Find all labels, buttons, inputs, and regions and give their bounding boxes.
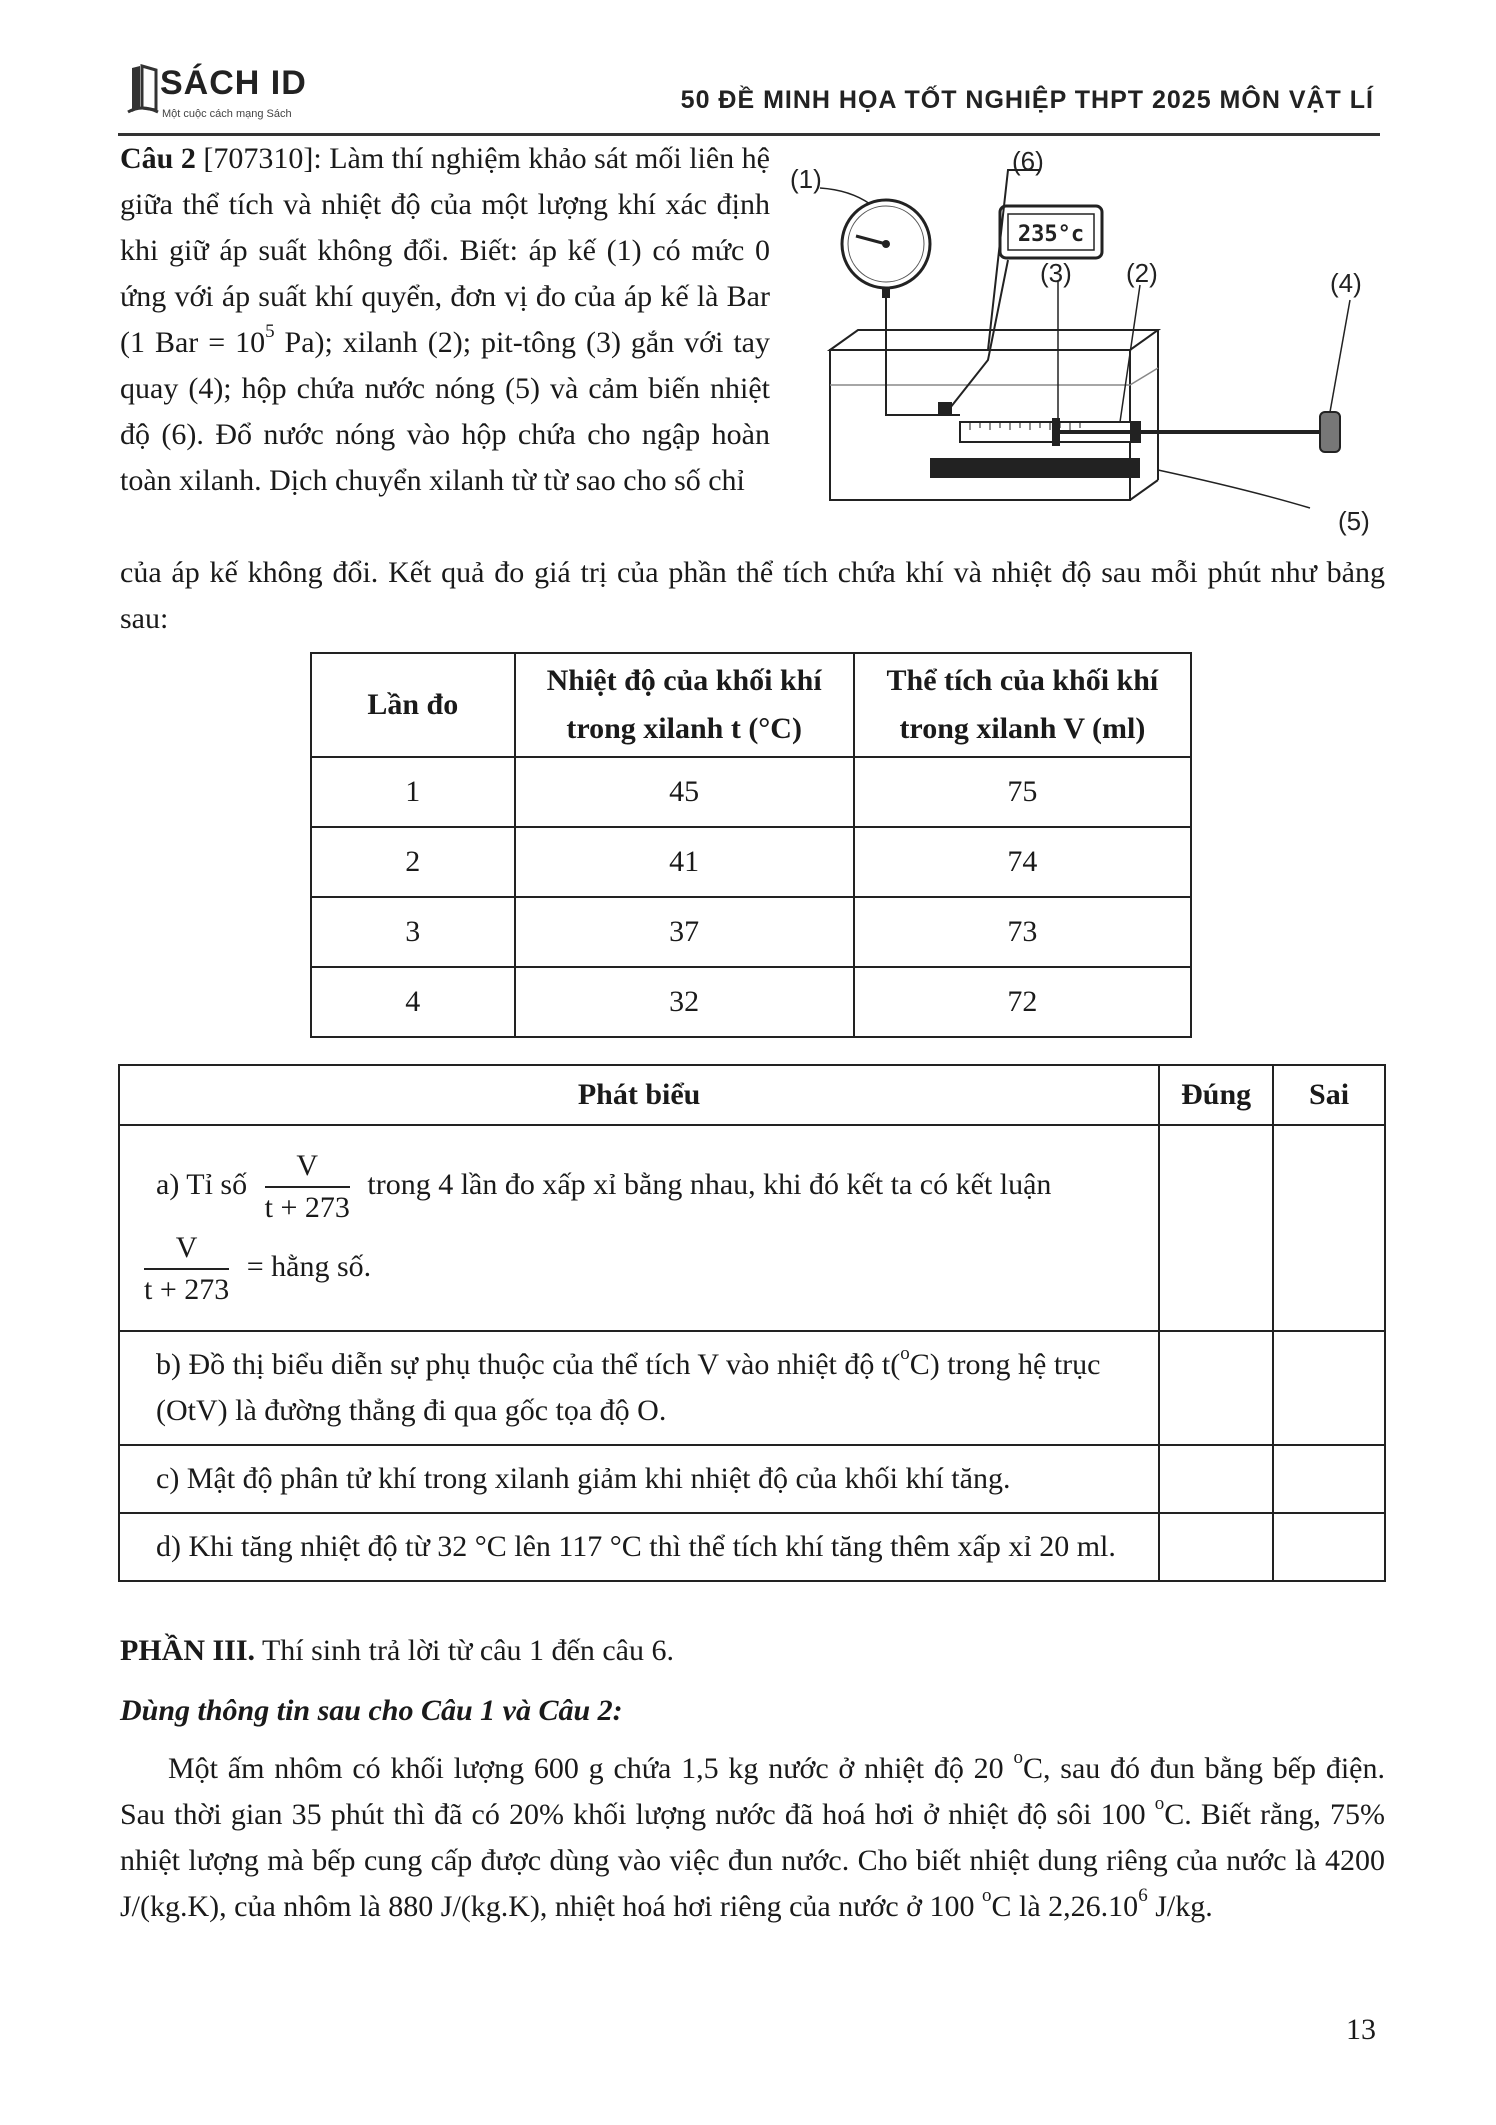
statement-a xyxy=(119,1125,1159,1331)
info-text-1: Một ấm nhôm có khối lượng 600 g chứa 1,5 kg nước ở nhiệt độ 20 xyxy=(168,1752,1014,1785)
cell-trial: 1 xyxy=(311,757,515,827)
statement-b-text: b) Đồ thị biểu diễn sự phụ thuộc của thể tích V vào nhiệt độ t( xyxy=(156,1348,901,1381)
question-continuation: của áp kế không đổi. Kết quả đo giá trị của phần thể tích chứa khí và nhiệt độ sau mỗi phút như bảng sau: xyxy=(120,556,1385,635)
cell-trial: 4 xyxy=(311,967,515,1037)
question-label: Câu 2 xyxy=(120,142,196,175)
label-4: (4) xyxy=(1330,268,1362,298)
cell-trial: 2 xyxy=(311,827,515,897)
answer-false-c[interactable] xyxy=(1273,1445,1385,1513)
question-intro-text: : Làm thí nghiệm khảo sát mối liên hệ giữa thể tích và nhiệt độ của một lượng khí xác định khi giữ áp suất không đổi. Biết: áp kế (1) có mức 0 ứng với áp suất khí quyển, đơn vị đo của áp kế là Bar (1 Bar = 10 xyxy=(120,142,770,359)
cell-temperature: 41 xyxy=(515,827,854,897)
part-three-text: Thí sinh trả lời từ câu 1 đến câu 6. xyxy=(255,1634,674,1667)
base-plate xyxy=(930,458,1140,478)
superscript: o xyxy=(982,1885,992,1906)
syringe xyxy=(960,418,1320,446)
header-volume: Thể tích của khối khí trong xilanh V (ml) xyxy=(854,653,1191,757)
cell-temperature: 45 xyxy=(515,757,854,827)
table-row xyxy=(311,827,1191,897)
label-6: (6) xyxy=(1012,146,1044,176)
table-header-row xyxy=(311,653,1191,757)
info-paragraph xyxy=(120,1746,1385,1930)
statement-c: c) Mật độ phân tử khí trong xilanh giảm khi nhiệt độ của khối khí tăng. xyxy=(119,1445,1159,1513)
label-5: (5) xyxy=(1338,506,1370,536)
statements-table xyxy=(118,1064,1386,1582)
label-1: (1) xyxy=(790,164,822,194)
table-row xyxy=(311,897,1191,967)
table-row xyxy=(311,757,1191,827)
fraction-denominator: t + 273 xyxy=(264,1191,350,1224)
info-text-4: C là 2,26.10 xyxy=(991,1890,1139,1923)
table-row xyxy=(311,967,1191,1037)
cell-temperature: 37 xyxy=(515,897,854,967)
answer-true-b[interactable] xyxy=(1159,1331,1273,1445)
crank-knob xyxy=(1320,412,1340,452)
header-temperature: Nhiệt độ của khối khí trong xilanh t (°C) xyxy=(515,653,854,757)
pressure-gauge xyxy=(842,200,960,415)
part-three-label: PHẦN III. xyxy=(120,1634,256,1667)
question-intro-rest: Pa); xilanh (2); pit-tông (3) gắn với tay quay (4); hộp chứa nước nóng (5) và cảm biến nhiệt độ (6). Đổ nước nóng vào hộp chứa cho ngập hoàn toàn xilanh. Dịch chuyển xilanh từ từ sao cho số chỉ xyxy=(120,326,770,497)
fraction xyxy=(144,1228,229,1310)
answer-false-d[interactable] xyxy=(1273,1513,1385,1581)
fraction-numerator: V xyxy=(265,1146,350,1188)
experiment-figure xyxy=(790,140,1390,550)
page-number: 13 xyxy=(1346,2013,1376,2046)
statement-a-prefix: a) Tỉ số xyxy=(156,1167,248,1201)
answer-false-a[interactable] xyxy=(1273,1125,1385,1331)
superscript: 6 xyxy=(1138,1885,1148,1906)
statement-d: d) Khi tăng nhiệt độ từ 32 °C lên 117 °C thì thể tích khí tăng thêm xấp xỉ 20 ml. xyxy=(119,1513,1159,1581)
header-trial: Lần đo xyxy=(311,653,515,757)
statement-row-c xyxy=(119,1445,1385,1513)
logo-text: SÁCH ID xyxy=(160,64,307,102)
fraction-numerator: V xyxy=(144,1228,229,1270)
display-readout: 235°c xyxy=(1017,222,1085,247)
question-intro xyxy=(120,136,770,504)
info-text-2: C, sau đó đun bằng bếp điện. Sau thời gian 35 phút thì đã có 20% khối lượng nước đã hoá hơi ở nhiệt độ sôi 100 xyxy=(120,1752,1386,1831)
cell-volume: 75 xyxy=(854,757,1191,827)
book-logo-icon xyxy=(126,64,160,116)
cell-temperature: 32 xyxy=(515,967,854,1037)
cell-volume: 74 xyxy=(854,827,1191,897)
page-header xyxy=(118,56,1380,136)
superscript: o xyxy=(1154,1793,1165,1814)
statement-row-b xyxy=(119,1331,1385,1445)
answer-true-c[interactable] xyxy=(1159,1445,1273,1513)
fraction-denominator: t + 273 xyxy=(144,1273,230,1306)
info-text-3: C. Biết rằng, 75% nhiệt lượng mà bếp cung cấp được dùng vào việc đun nước. Cho biết nhiệt dung riêng của nước là 4200 J/(kg.K), của nhôm là 880 J/(kg.K), nhiệt hoá hơi riêng của nước ở 100 xyxy=(120,1798,1386,1923)
statement-b xyxy=(119,1331,1159,1445)
info-title: Dùng thông tin sau cho Câu 1 và Câu 2: xyxy=(120,1694,623,1727)
part-three-heading xyxy=(120,1628,1385,1674)
superscript: o xyxy=(900,1343,910,1364)
fraction xyxy=(265,1146,350,1228)
label-2: (2) xyxy=(1126,258,1158,288)
statements-header-row xyxy=(119,1065,1385,1125)
statement-b-rest: C) trong hệ trục (OtV) là đường thẳng đi qua gốc tọa độ O. xyxy=(156,1348,1101,1427)
cell-trial: 3 xyxy=(311,897,515,967)
exponent: 5 xyxy=(265,321,275,342)
answer-true-a[interactable] xyxy=(1159,1125,1273,1331)
info-text-5: J/kg. xyxy=(1147,1890,1213,1923)
statement-a-tail: = hằng số. xyxy=(246,1249,372,1283)
logo xyxy=(126,64,326,124)
label-3: (3) xyxy=(1040,258,1072,288)
cell-volume: 72 xyxy=(854,967,1191,1037)
header-statement: Phát biểu xyxy=(119,1065,1159,1125)
superscript: o xyxy=(1013,1747,1023,1768)
header-true: Đúng xyxy=(1159,1065,1273,1125)
statement-a-suffix: trong 4 lần đo xấp xỉ bằng nhau, khi đó kết ta có kết luận xyxy=(367,1167,1052,1201)
logo-subtext: Một cuộc cách mạng Sách xyxy=(162,108,292,120)
measurement-table xyxy=(310,652,1192,1038)
answer-true-d[interactable] xyxy=(1159,1513,1273,1581)
cell-volume: 73 xyxy=(854,897,1191,967)
header-false: Sai xyxy=(1273,1065,1385,1125)
book-title: 50 ĐỀ MINH HỌA TỐT NGHIỆP THPT 2025 MÔN VẬT LÍ xyxy=(680,86,1374,114)
temperature-display xyxy=(950,170,1102,408)
answer-false-b[interactable] xyxy=(1273,1331,1385,1445)
statement-row-a xyxy=(119,1125,1385,1331)
statement-row-d xyxy=(119,1513,1385,1581)
sensor xyxy=(938,402,952,416)
question-code: [707310] xyxy=(203,142,314,175)
